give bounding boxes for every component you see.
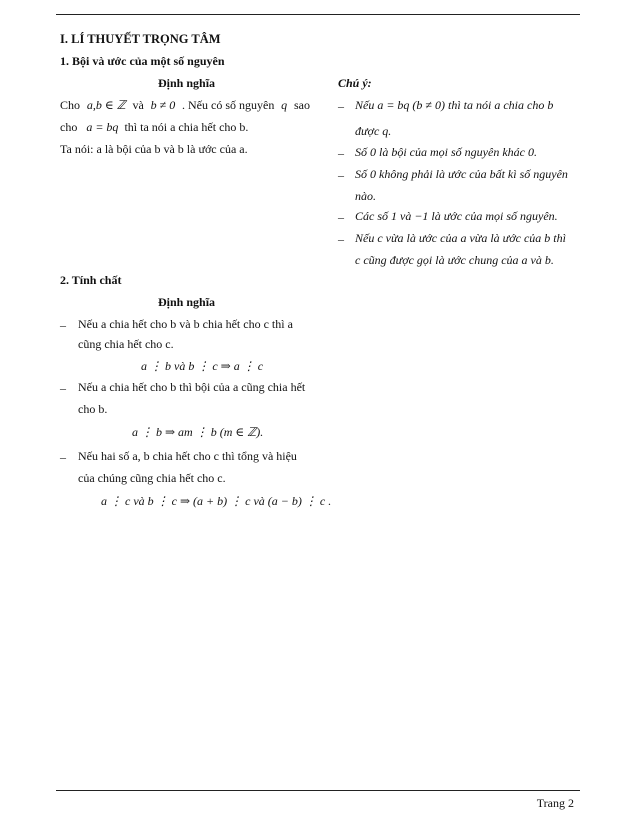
s2-item-3-formula: a ⋮ c và b ⋮ c ⇒ (a + b) ⋮ c và (a − b) ⋮ c . (101, 494, 332, 508)
def-neu-co: . Nếu có số nguyên (182, 98, 275, 112)
s2-item-2-line2: cho b. (78, 402, 108, 416)
dash-icon: – (60, 318, 66, 332)
s2-item-1-formula: a ⋮ b và b ⋮ c ⇒ a ⋮ c (141, 359, 264, 373)
note-item-1-line2: được q. (355, 124, 392, 138)
s2-item-2-line1: Nếu a chia hết cho b thì bội của a cũng chia hết (78, 380, 306, 394)
s2-item-1-line1: Nếu a chia hết cho b và b chia hết cho c thì a (78, 317, 293, 331)
def-cho-2: cho (60, 120, 78, 134)
note-item-1-line1: Nếu a = bq (b ≠ 0) thì ta nói a chia cho b (355, 98, 554, 112)
s2-item-2-formula: a ⋮ b ⇒ am ⋮ b (m ∈ ℤ). (132, 425, 264, 439)
def-math-ab-in-z: a,b ∈ ℤ (86, 98, 126, 112)
def-q: q (281, 98, 288, 112)
s2-item-3-line2: của chúng cũng chia hết cho c. (78, 471, 226, 485)
s2-definition-title: Định nghĩa (158, 295, 216, 309)
s1-def-line1 (60, 99, 310, 112)
s1-def-line2 (60, 121, 248, 134)
def-va: và (132, 98, 144, 112)
dash-icon: – (60, 450, 66, 464)
note-item-3-line1: Số 0 không phải là ước của bất kì số nguyên (355, 167, 568, 181)
s2-heading: 2. Tính chất (60, 273, 122, 287)
dash-icon: – (60, 381, 66, 395)
s1-def-line3: Ta nói: a là bội của b và b là ước của a. (60, 142, 248, 156)
note-title: Chú ý: (338, 76, 372, 90)
dash-icon: – (338, 99, 344, 113)
dash-icon: – (338, 210, 344, 224)
def-sao: sao (293, 98, 310, 112)
s2-item-1-line2: cũng chia hết cho c. (78, 337, 174, 351)
def-conclusion: thì ta nói a chia hết cho b. (124, 120, 249, 134)
bottom-rule (56, 790, 580, 791)
note-item-3-line2: nào. (355, 189, 376, 203)
page-number: Trang 2 (536, 796, 574, 810)
note-item-4-line1: Các số 1 và −1 là ước của mọi số nguyên. (355, 209, 558, 223)
top-rule (56, 14, 580, 15)
def-cho: Cho (60, 98, 81, 112)
s1-definition-title: Định nghĩa (158, 76, 216, 90)
dash-icon: – (338, 146, 344, 160)
dash-icon: – (338, 232, 344, 246)
dash-icon: – (338, 168, 344, 182)
note-item-5-line2: c cũng được gọi là ước chung của a và b. (355, 253, 554, 267)
note-item-5-line1: Nếu c vừa là ước của a vừa là ước của b thì (355, 231, 566, 245)
def-math-a-eq-bq: a = bq (86, 120, 119, 134)
s2-item-3-line1: Nếu hai số a, b chia hết cho c thì tổng và hiệu (78, 449, 297, 463)
s1-heading: 1. Bội và ước của một số nguyên (60, 54, 225, 68)
note-item-2-line1: Số 0 là bội của mọi số nguyên khác 0. (355, 145, 537, 159)
def-math-b-neq-0: b ≠ 0 (150, 98, 176, 112)
section-title: I. LÍ THUYẾT TRỌNG TÂM (60, 32, 221, 46)
